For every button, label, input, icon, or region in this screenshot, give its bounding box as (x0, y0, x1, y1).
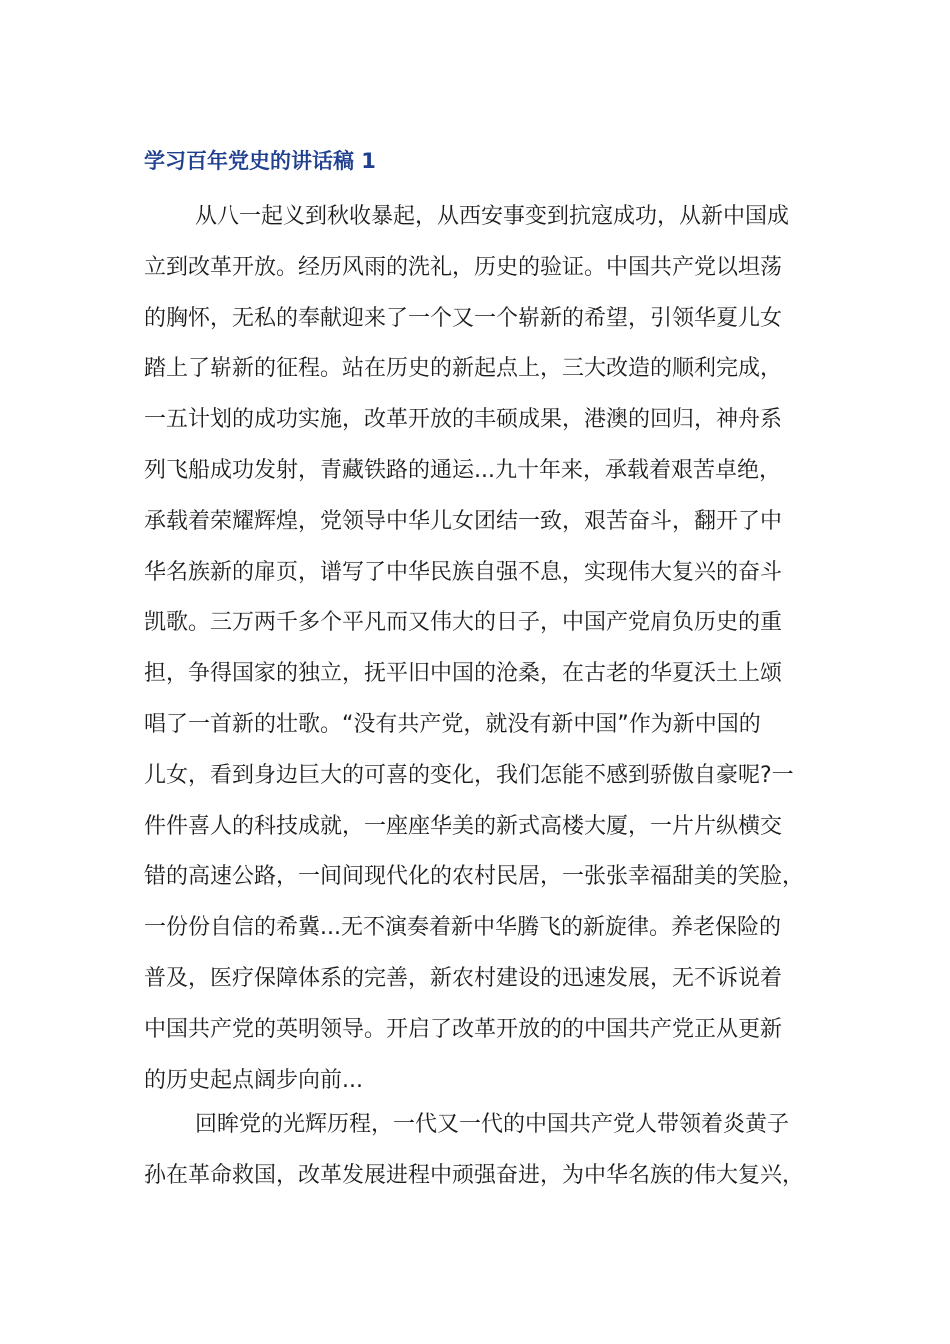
paragraph-line: 件件喜人的科技成就，一座座华美的新式高楼大厦，一片片纵横交 (144, 813, 783, 839)
paragraph-line: 的历史起点阔步向前... (144, 1067, 363, 1093)
paragraph-line: 唱了一首新的壮歌。“没有共产党，就没有新中国”作为新中国的 (144, 711, 761, 737)
paragraph-2 (144, 1100, 804, 1202)
paragraph-1 (144, 192, 804, 1106)
paragraph-line: 一五计划的成功实施，改革开放的丰硕成果，港澳的回归，神舟系 (144, 407, 783, 433)
paragraph-line: 孙在革命救国，改革发展进程中顽强奋进，为中华名族的伟大复兴， (144, 1162, 805, 1188)
paragraph-line: 华名族新的扉页，谱写了中华民族自强不息，实现伟大复兴的奋斗 (144, 559, 783, 585)
paragraph-line: 回眸党的光辉历程，一代又一代的中国共产党人带领着炎黄子 (195, 1112, 790, 1137)
paragraph-line: 立到改革开放。经历风雨的洗礼，历史的验证。中国共产党以坦荡 (144, 254, 783, 280)
paragraph-line: 凯歌。三万两千多个平凡而又伟大的日子，中国产党肩负历史的重 (144, 610, 783, 636)
paragraph-line: 承载着荣耀辉煌，党领导中华儿女团结一致，艰苦奋斗，翻开了中 (144, 508, 783, 534)
paragraph-line: 错的高速公路，一间间现代化的农村民居，一张张幸福甜美的笑脸， (144, 864, 805, 890)
paragraph-line: 从八一起义到秋收暴起，从西安事变到抗寇成功，从新中国成 (195, 204, 790, 229)
paragraph-line: 中国共产党的英明领导。开启了改革开放的的中国共产党正从更新 (144, 1016, 783, 1042)
paragraph-line: 担，争得国家的独立，抚平旧中国的沧桑，在古老的华夏沃土上颂 (144, 661, 783, 687)
paragraph-line: 踏上了崭新的征程。站在历史的新起点上，三大改造的顺利完成， (144, 356, 783, 382)
document-title: 学习百年党史的讲话稿 1 (144, 149, 376, 173)
paragraph-line: 儿女，看到身边巨大的可喜的变化，我们怎能不感到骄傲自豪呢?一 (144, 762, 794, 788)
paragraph-line: 一份份自信的希冀...无不演奏着新中华腾飞的新旋律。养老保险的 (144, 915, 781, 941)
paragraph-line: 列飞船成功发射，青藏铁路的通运...九十年来，承载着艰苦卓绝， (144, 457, 781, 483)
paragraph-line: 的胸怀，无私的奉献迎来了一个又一个崭新的希望，引领华夏儿女 (144, 305, 783, 331)
paragraph-line: 普及，医疗保障体系的完善，新农村建设的迅速发展，无不诉说着 (144, 965, 783, 991)
